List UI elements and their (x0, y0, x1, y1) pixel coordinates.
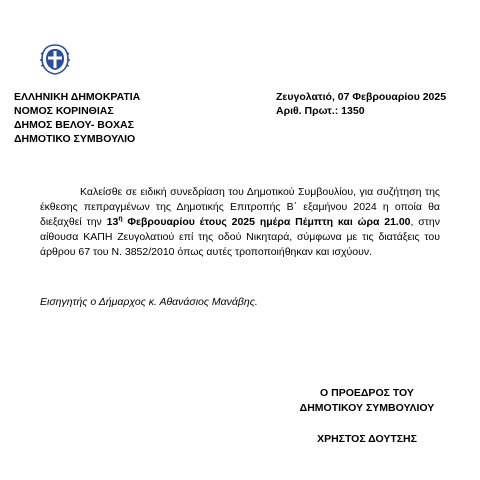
issuer-prefecture: ΝΟΜΟΣ ΚΟΡΙΝΘΙΑΣ (14, 105, 114, 117)
meeting-day-suffix: η (118, 215, 123, 223)
rapporteur-line: Εισηγητής ο Δήμαρχος κ. Αθανάσιος Μανάβης. (40, 296, 258, 308)
issuer-council: ΔΗΜΟΤΙΚΟ ΣΥΜΒΟΥΛΙΟ (14, 133, 136, 145)
invitation-paragraph (40, 185, 440, 260)
issuer-block (14, 90, 140, 146)
paragraph-text-start: Καλείσθε σε ειδική συνεδρίαση του Δημοτικού Συμβουλίου, για συζήτηση της έκθεσης πεπραγμένων της Δημοτικής Επιτροπής Β΄ εξαμήνου 2024 η οποία θα διεξαχθεί την (40, 186, 440, 228)
signature-line-1: Ο ΠΡΟΕΔΡΟΣ ΤΟΥ (320, 387, 414, 399)
issuer-municipality: ΔΗΜΟΣ ΒΕΛΟΥ- ΒΟΧΑΣ (14, 119, 134, 131)
signatory-name: ΧΡΗΣΤΟΣ ΔΟΥΤΣΗΣ (317, 433, 417, 445)
meeting-date-time: Φεβρουαρίου έτους 2025 ημέρα Πέμπτη και ώρα 21.00 (122, 216, 411, 228)
date-protocol-block (276, 90, 446, 118)
paragraph-text-end: , στην αίθουσα ΚΑΠΗ Ζευγολατιού επί της οδού Νικηταρά, σύμφωνα με τις διατάξεις του άρθρου 67 του Ν. 3852/2010 όπως αυτές τροποποιήθηκαν και ισχύουν. (40, 216, 440, 258)
place-date: Ζευγολατιό, 07 Φεβρουαρίου 2025 (276, 91, 447, 103)
meeting-day: 13 (106, 216, 119, 228)
signature-title (282, 386, 452, 416)
issuer-country: ΕΛΛΗΝΙΚΗ ΔΗΜΟΚΡΑΤΙΑ (14, 91, 141, 103)
greek-coat-of-arms-icon (38, 42, 72, 76)
protocol-number: Αριθ. Πρωτ.: 1350 (276, 105, 365, 117)
signature-line-2: ΔΗΜΟΤΙΚΟΥ ΣΥΜΒΟΥΛΙΟΥ (299, 402, 435, 414)
